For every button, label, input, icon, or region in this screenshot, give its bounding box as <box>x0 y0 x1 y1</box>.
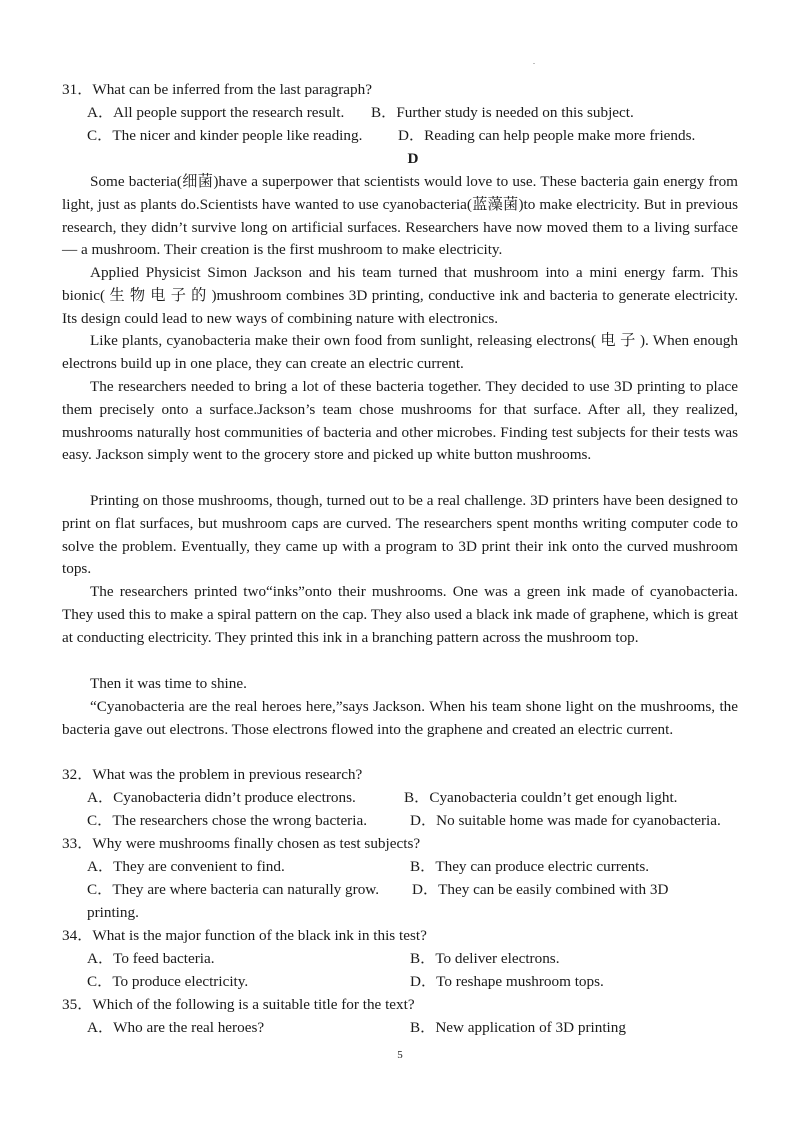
page-number: 5 <box>397 1049 403 1061</box>
q31-option-d: D．Reading can help people make more friends. <box>398 127 696 144</box>
q33-stem: 33．Why were mushrooms finally chosen as test subjects? <box>62 835 421 852</box>
passage-paragraph-7: Then it was time to shine. <box>90 675 247 692</box>
q32-option-b: B．Cyanobacteria couldn’t get enough light. <box>404 789 678 806</box>
q35-stem: 35．Which of the following is a suitable title for the text? <box>62 996 415 1013</box>
passage-paragraph-5: Printing on those mushrooms, though, turned out to be a real challenge. 3D printers have been designed to print on flat surfaces, but mushroom caps are curved. The researchers spent months writing computer code to solve the problem. Eventually, they came up with a program to 3D print their ink onto the curved mushroom tops. <box>62 492 738 578</box>
passage-paragraph-1: Some bacteria(细菌)have a superpower that scientists would love to use. These bacteria gain energy from light, just as plants do.Scientists have wanted to use cyanobacteria(蓝藻菌)to make electricity. But in previous research, they didn’t survive long on artificial surfaces. Researchers have now moved them to a living surface — a mushroom. Their creation is the first mushroom to make electricity. <box>62 173 738 259</box>
passage-paragraph-4: The researchers needed to bring a lot of these bacteria together. They decided to use 3D printing to place them precisely onto a surface.Jackson’s team chose mushrooms for that surface. After all, they realized, mushrooms naturally host communities of bacteria and other microbes. Finding test subjects for their tests was easy. Jackson simply went to the grocery store and picked up white button mushrooms. <box>62 378 738 464</box>
q32-option-d: D．No suitable home was made for cyanobacteria. <box>410 812 721 829</box>
q31-option-c: C．The nicer and kinder people like reading. <box>87 127 363 144</box>
q33-option-d: D．They can be easily combined with 3D <box>412 881 669 898</box>
q35-option-a: A．Who are the real heroes? <box>87 1019 265 1036</box>
q33-option-b: B．They can produce electric currents. <box>410 858 650 875</box>
q34-option-a: A．To feed bacteria. <box>87 950 215 967</box>
q32-option-c: C．The researchers chose the wrong bacteria. <box>87 812 367 829</box>
section-heading-d: D <box>407 150 419 167</box>
passage-paragraph-8: “Cyanobacteria are the real heroes here,”says Jackson. When his team shone light on the mushrooms, the bacteria gave out electrons. Those electrons flowed into the graphene and created an electric current. <box>62 698 738 738</box>
q33-option-a: A．They are convenient to find. <box>87 858 285 875</box>
q34-option-d: D．To reshape mushroom tops. <box>410 973 604 990</box>
q33-option-c: C．They are where bacteria can naturally grow. <box>87 881 380 898</box>
q32-stem: 32．What was the problem in previous research? <box>62 766 363 783</box>
q35-option-b: B．New application of 3D printing <box>410 1019 626 1036</box>
q32-option-a: A．Cyanobacteria didn’t produce electrons. <box>87 789 356 806</box>
q34-option-c: C．To produce electricity. <box>87 973 249 990</box>
q34-stem: 34．What is the major function of the black ink in this test? <box>62 927 427 944</box>
q31-stem: 31．What can be inferred from the last paragraph? <box>62 81 372 98</box>
passage-paragraph-3: Like plants, cyanobacteria make their own food from sunlight, releasing electrons( 电 子 ). When enough electrons build up in one place, they can create an electric current. <box>62 332 738 372</box>
passage-paragraph-2: Applied Physicist Simon Jackson and his team turned that mushroom into a mini energy farm. This bionic( 生 物 电 子 的 )mushroom combines 3D printing, conductive ink and bacteria to generate electricity. Its design could lead to new ways of combining nature with electronics. <box>62 264 738 327</box>
q33-option-d-continued: printing. <box>87 904 139 921</box>
q31-option-a: A．All people support the research result. <box>87 104 345 121</box>
passage-paragraph-6: The researchers printed two“inks”onto their mushrooms. One was a green ink made of cyanobacteria. They used this to make a spiral pattern on the cap. They also used a black ink made of graphene, which is great at conducting electricity. They printed this ink in a branching pattern across the mushroom top. <box>62 583 738 646</box>
q31-option-b: B．Further study is needed on this subject. <box>371 104 634 121</box>
top-mark: . <box>533 57 535 66</box>
q34-option-b: B．To deliver electrons. <box>410 950 560 967</box>
